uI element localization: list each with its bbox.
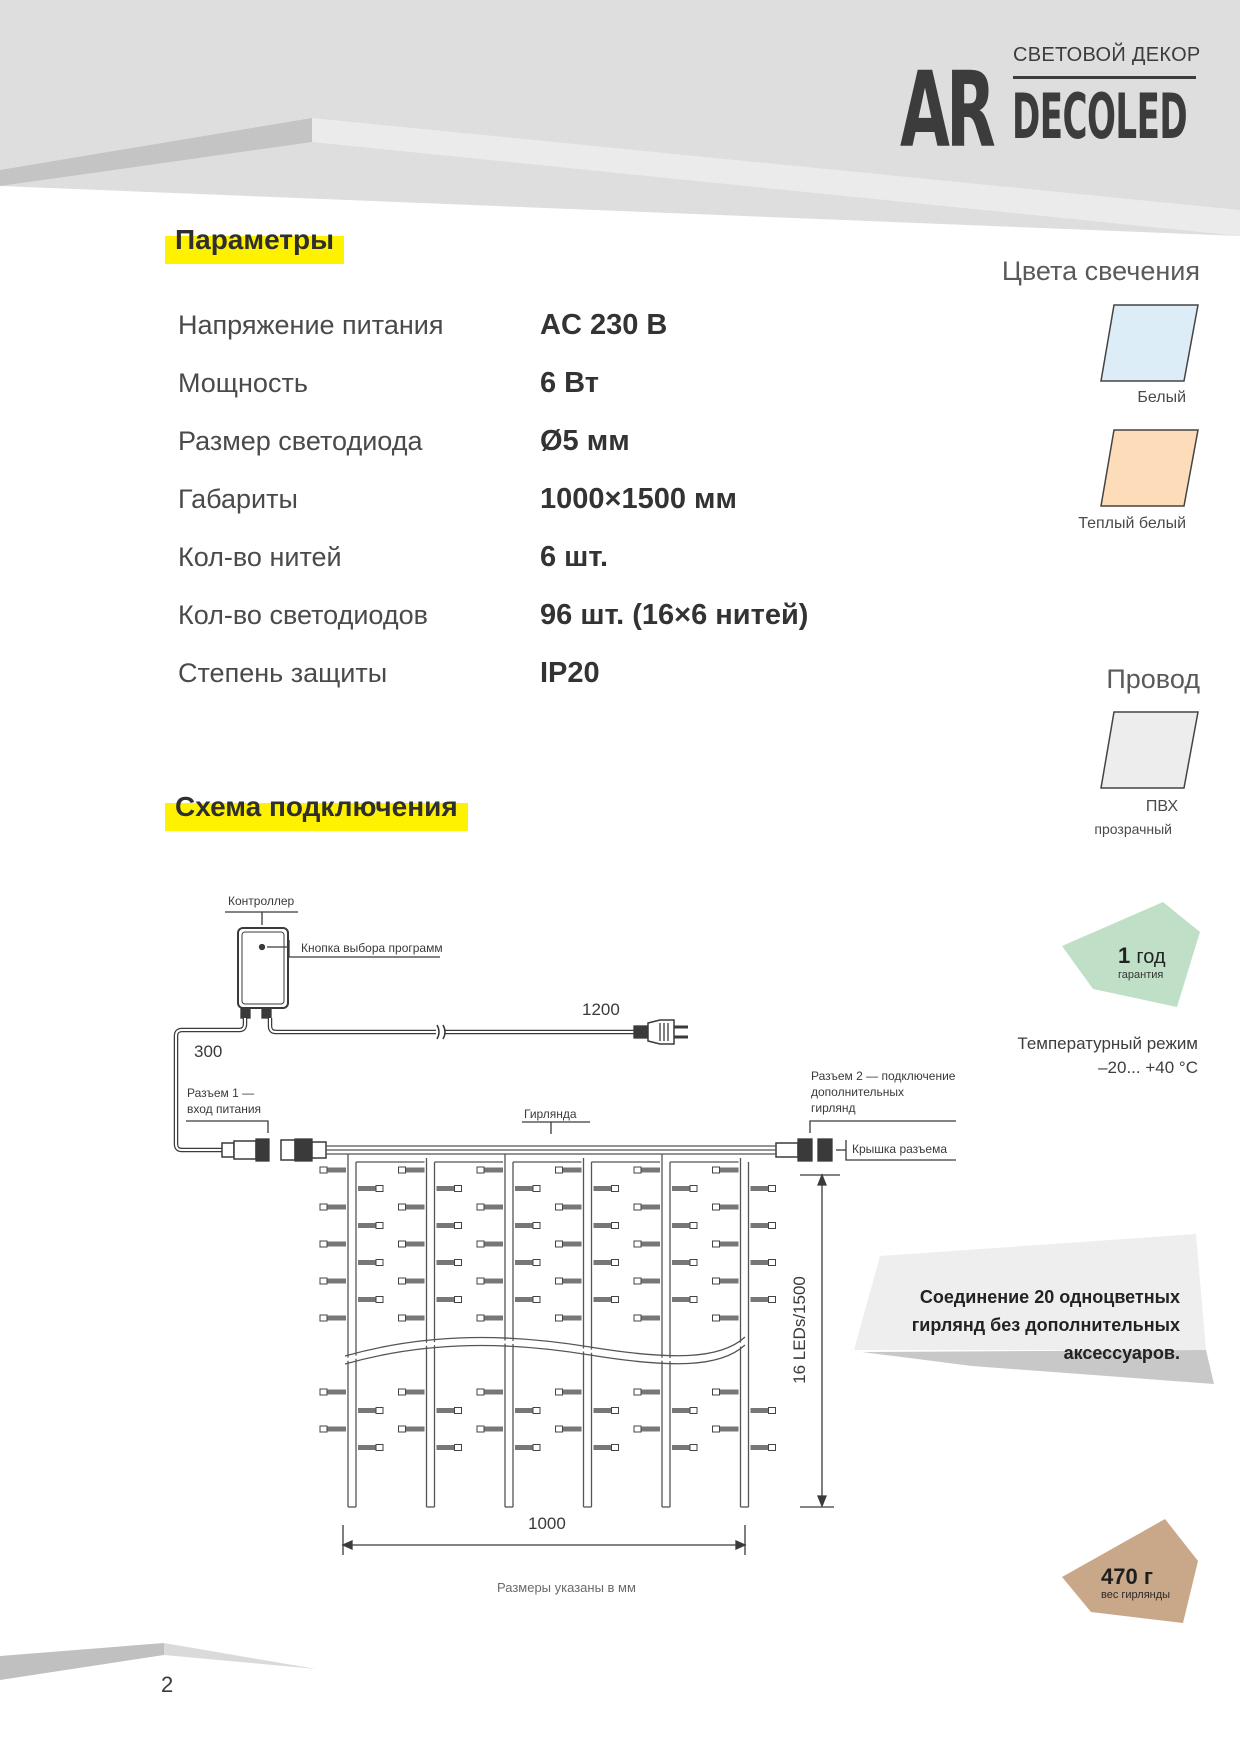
param-label: Степень защиты [178,658,388,688]
parameters-title: Параметры [175,224,335,255]
swatch-wire [1100,710,1202,790]
height-label: 16 LEDs/1500 [790,1276,809,1384]
param-row [178,368,878,408]
connector1-label-line: вход питания [187,1102,262,1116]
warranty-number: 1 [1118,943,1131,968]
logo-mark: AR [900,49,993,171]
scheme-heading [175,793,458,821]
lead-cable-length: 300 [194,1042,223,1061]
temperature-label: Температурный режим [1017,1034,1198,1053]
connector2-label-line: дополнительных [811,1085,905,1099]
promo-text [912,1283,1180,1367]
param-value: 6 Вт [540,367,599,399]
promo-line: Соединение 20 одноцветных [919,1287,1180,1307]
param-value: 96 шт. (16×6 нитей) [540,599,809,631]
connector2-label [811,1068,955,1116]
button-label: Кнопка выбора программ [301,941,443,955]
garland-label: Гирлянда [524,1107,577,1121]
page-number: 2 [161,1672,174,1697]
swatch-white-label: Белый [1137,389,1186,406]
swatch-warm-white [1100,428,1202,508]
cap-label: Крышка разъема [852,1142,947,1156]
param-label: Габариты [178,484,298,514]
param-value: IP20 [540,657,600,689]
connector1-label-line: Разъем 1 — [187,1086,255,1100]
param-row [178,426,878,466]
weight-value: 470 г [1101,1564,1153,1589]
param-row [178,658,878,698]
swatch-warm-white-label: Теплый белый [1078,515,1186,532]
controller-label: Контроллер [228,894,295,908]
warranty-value [1118,943,1166,969]
param-row [178,600,878,640]
temperature-range: –20... +40 °C [1098,1058,1198,1077]
param-value: 6 шт. [540,541,609,573]
logo-brand-name: DECOLED [1012,80,1188,153]
bottom-band-right [164,1643,316,1669]
temperature-info [1017,1032,1198,1080]
connector2-label-line: гирлянд [811,1101,856,1115]
connector1-label [187,1085,261,1117]
scheme-title: Схема подключения [175,791,458,822]
param-row [178,484,878,524]
bottom-band-left [0,1643,164,1680]
parameters-heading [175,226,334,254]
wire-material: ПВХ [1145,798,1178,815]
param-label: Напряжение питания [178,310,444,340]
param-label: Размер светодиода [178,426,423,456]
param-label: Кол-во светодиодов [178,600,428,630]
width-label: 1000 [528,1514,566,1533]
swatch-white [1100,303,1202,383]
param-label: Мощность [178,368,308,398]
connector2-label-line: Разъем 2 — подключение [811,1069,956,1083]
promo-line: гирлянд без дополнительных [911,1315,1180,1335]
wire-title: Провод [1106,664,1200,694]
param-label: Кол-во нитей [178,542,342,572]
promo-line: аксессуаров. [1063,1343,1180,1363]
glow-colors-title: Цвета свечения [1001,256,1200,286]
param-value: 1000×1500 мм [540,483,737,515]
warranty-caption: гарантия [1118,969,1164,981]
logo-tagline: СВЕТОВОЙ ДЕКОР [1013,44,1201,66]
units-note: Размеры указаны в мм [497,1580,636,1595]
weight-caption: вес гирлянды [1101,1589,1171,1601]
param-row [178,542,878,582]
param-value: AC 230 В [540,309,668,341]
param-value: Ø5 мм [540,425,630,457]
logo-divider [1013,76,1196,79]
power-cable-length: 1200 [582,1000,620,1019]
wire-type: прозрачный [1094,821,1172,837]
warranty-unit: год [1136,946,1166,968]
param-row [178,310,878,350]
